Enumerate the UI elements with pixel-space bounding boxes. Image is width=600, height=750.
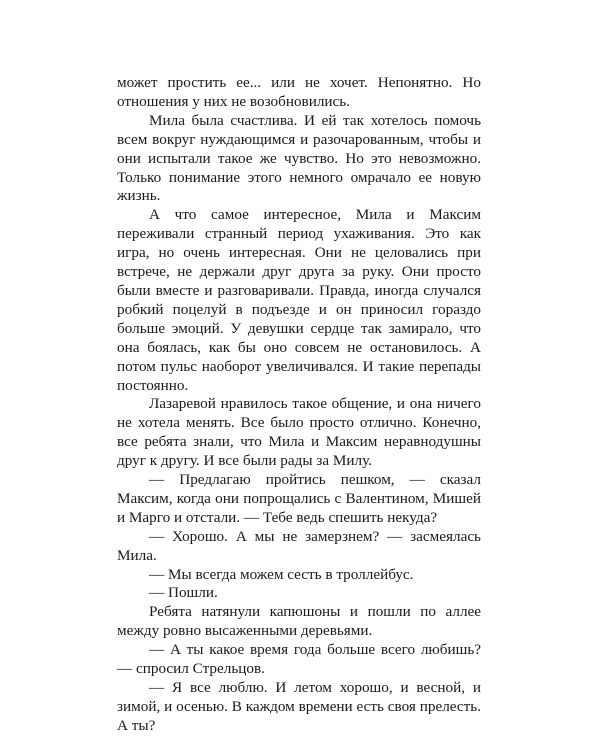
paragraph: Лазаревой нравилось такое общение, и она ничего не хотела менять. Все было просто отлично. Конечно, все ребята знали, что Мила и Максим неравнодушны друг к другу. И все были рады за Милу. (117, 395, 481, 470)
body-text (117, 74, 481, 736)
paragraph: — Пошли. (149, 584, 218, 602)
paragraph: — Хорошо. А мы не замерзнем? — засмеялась Мила. (117, 527, 481, 564)
paragraph: Мила была счастлива. И ей так хотелось помочь всем вокруг нуждающимся и разочарованным, чтобы и они испытали такое же чувство. Но это невозможно. Только понимание этого немного омрачало ее новую жизнь. (117, 111, 481, 205)
paragraph: — А ты какое время года больше всего любишь? — спросил Стрельцов. (117, 641, 481, 678)
paragraph: А что самое интересное, Мила и Максим переживали странный период ухаживания. Это как игра, но очень интересная. Они не целовались при встрече, не держали друг друга за руку. Они просто были вместе и разговаривали. Правда, иногда случался робкий поцелуй в подъезде и он приносил гораздо больше эмоций. У девушки сердце так замирало, что она боялась, как бы оно совсем не остановилось. А потом пульс наоборот увеличивался. И такие перепады постоянно. (117, 206, 481, 394)
paragraph: — Мы всегда можем сесть в троллейбус. (149, 565, 414, 583)
paragraph: Ребята натянули капюшоны и пошли по аллее между ровно высаженными деревьями. (117, 603, 481, 640)
paragraph: — Я все люблю. И летом хорошо, и весной, и зимой, и осенью. В каждом времени есть своя прелесть. А ты? (117, 679, 481, 734)
paragraph: — Предлагаю пройтись пешком, — сказал Максим, когда они попрощались с Валентином, Мишей и Марго и отстали. — Тебе ведь спешить некуда? (117, 471, 481, 526)
paragraph: может простить ее... или не хочет. Непонятно. Но отношения у них не возобновились. (117, 74, 481, 110)
